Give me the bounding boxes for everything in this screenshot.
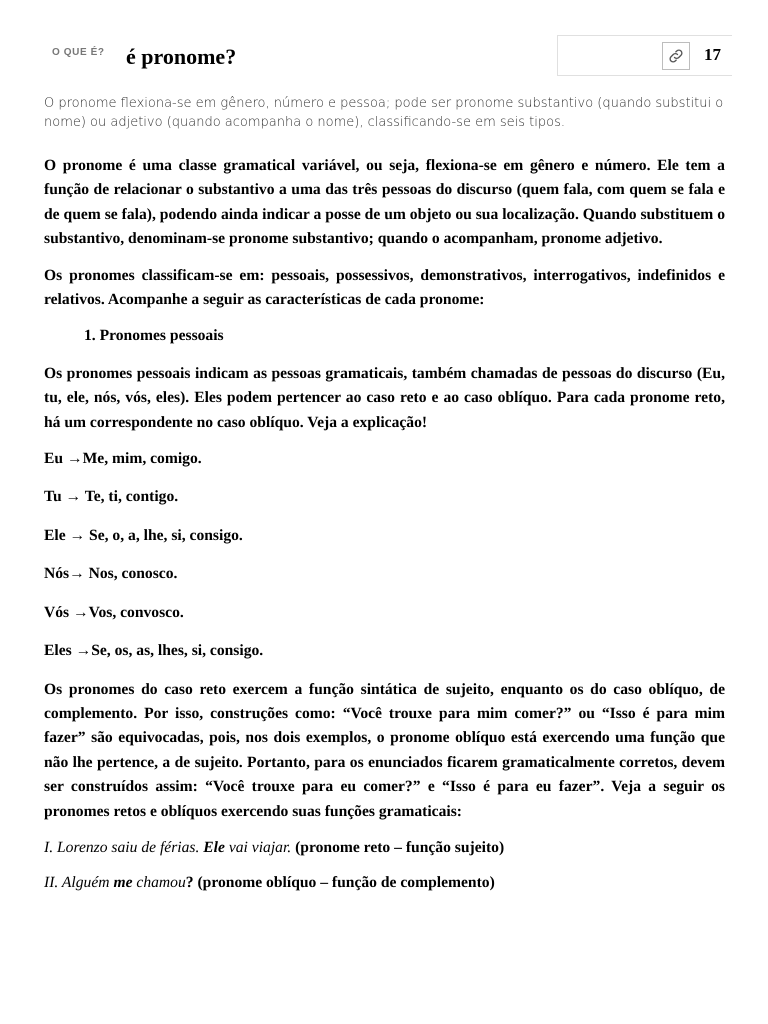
section-heading-pronomes-pessoais: 1. Pronomes pessoais [84, 327, 224, 345]
article-header [0, 0, 768, 92]
share-box [557, 35, 732, 76]
example-text: II. Alguém [44, 874, 114, 892]
example-text: I. Lorenzo saiu de férias. [44, 838, 204, 856]
example-1 [44, 836, 725, 860]
page-title: é pronome? [126, 44, 237, 69]
example-note: (pronome oblíquo – função de complemento) [193, 874, 495, 892]
article-subtitle: O pronome flexiona-se em gênero, número e pessoa; pode ser pronome substantivo (quando substitui o nome) ou adjetivo (quando acompanha o nome), classificando-se em seis tipos. [44, 96, 724, 130]
classification-paragraph: Os pronomes classificam-se em: pessoais, possessivos, demonstrativos, interrogativos, indefinidos e relativos. Acompanhe a seguir as características de cada pronome: [44, 266, 725, 309]
section-kicker: O QUE É? [52, 47, 105, 58]
link-icon [667, 47, 685, 65]
copy-link-button[interactable] [662, 42, 690, 70]
example-punct: . [287, 838, 292, 856]
intro-lead: O pronome [44, 157, 123, 174]
example-text: vai viajar [224, 838, 288, 856]
example-note: (pronome reto – função sujeito) [291, 838, 505, 856]
pronoun-pair: Eu →Me, mim, comigo. [44, 450, 202, 468]
article-body [44, 154, 725, 907]
pronoun-pair: Tu → Te, ti, contigo. [44, 488, 179, 506]
example-pronoun: me [113, 874, 133, 892]
share-count: 17 [704, 45, 721, 64]
intro-text: é uma classe gramatical variável, ou seja, flexiona-se em gênero e número. Ele tem a função de relacionar o substantivo a uma das três pessoas do discurso (quem fala, com quem se fala e de quem se fala), podendo ainda indicar a posse de um objeto ou sua localização. Quando substituem o substantivo, denominam-se pronome substantivo; quando o acompanham, pronome adjetivo. [44, 157, 725, 248]
intro-paragraph [44, 154, 725, 252]
example-2 [44, 871, 725, 895]
pronoun-pair: Ele → Se, o, a, lhe, si, consigo. [44, 526, 243, 544]
pronoun-pair: Eles →Se, os, as, lhes, si, consigo. [44, 642, 264, 660]
pronoun-pair: Nós→ Nos, conosco. [44, 565, 178, 583]
personal-pronouns-paragraph: Os pronomes pessoais indicam as pessoas gramaticais, também chamadas de pessoas do discurso (Eu, tu, ele, nós, vós, eles). Eles podem pertencer ao caso reto e ao caso oblíquo. Para cada pronome reto, há um correspondente no caso oblíquo. Veja a explicação! [44, 364, 725, 431]
example-punct: ? [185, 874, 194, 892]
pronoun-pair: Vós →Vos, convosco. [44, 603, 184, 621]
example-text: chamou [132, 874, 186, 892]
example-pronoun: Ele [203, 838, 225, 856]
case-function-paragraph: Os pronomes do caso reto exercem a função sintática de sujeito, enquanto os do caso oblíquo, de complemento. Por isso, construções como: “Você trouxe para mim comer?” ou “Isso é para mim fazer” são equivocadas, pois, nos dois exemplos, o pronome oblíquo está exercendo uma função que não lhe pertence, a de sujeito. Portanto, para os enunciados ficarem gramaticalmente corretos, devem ser construídos assim: “Você trouxe para eu comer?” e “Isso é para eu fazer”. Veja a seguir os pronomes retos e oblíquos exercendo suas funções gramaticais: [44, 680, 725, 820]
